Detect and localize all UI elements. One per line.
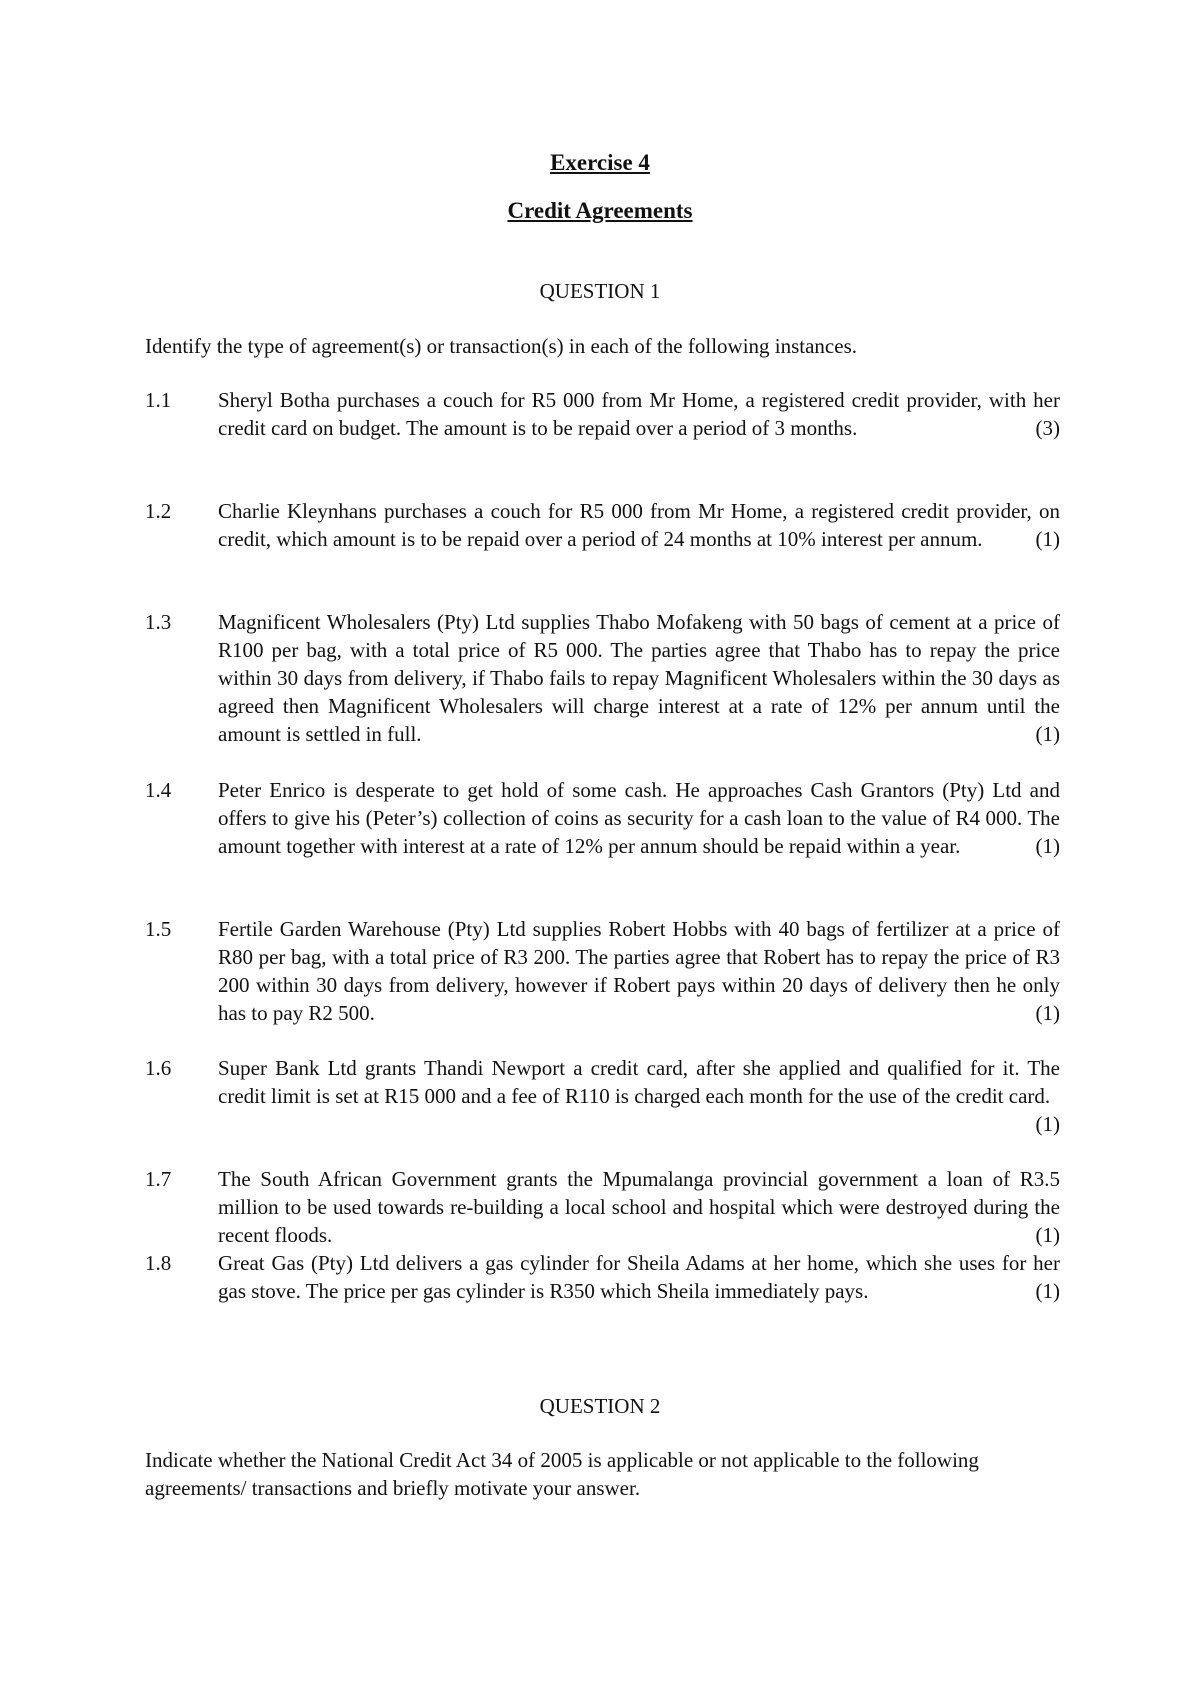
page-subtitle: Credit Agreements xyxy=(507,198,693,223)
item-mark: (1) xyxy=(1035,1223,1060,1247)
item-number: 1.1 xyxy=(145,388,172,412)
question-2-instruction: Indicate whether the National Credit Act 34 of 2005 is applicable or not applicable to the following agreements/ transactions and briefly motivate your answer. xyxy=(145,1448,979,1500)
item-text: The South African Government grants the Mpumalanga provincial government a loan of R3.5 million to be used towards re-building a local school and hospital which were destroyed during the recent floods. (1) xyxy=(218,1167,1060,1247)
item-number: 1.4 xyxy=(145,778,172,802)
question-1-instruction: Identify the type of agreement(s) or transaction(s) in each of the following instances. xyxy=(145,334,858,358)
item-text: Magnificent Wholesalers (Pty) Ltd supplies Thabo Mofakeng with 50 bags of cement at a price of R100 per bag, with a total price of R5 000. The parties agree that Thabo has to repay the price within 30 days from delivery, if Thabo fails to repay Magnificent Wholesalers within the 30 days as agreed then Magnificent Wholesalers will charge interest at a rate of 12% per annum until the amount is settled in full. (1) xyxy=(218,610,1060,746)
item-text: Peter Enrico is desperate to get hold of some cash. He approaches Cash Grantors (Pty) Ltd and offers to give his (Peter’s) collection of coins as security for a cash loan to the value of R4 000. The amount together with interest at a rate of 12% per annum should be repaid within a year. (1) xyxy=(218,778,1060,858)
item-text: Great Gas (Pty) Ltd delivers a gas cylinder for Sheila Adams at her home, which she uses for her gas stove. The price per gas cylinder is R350 which Sheila immediately pays. (1) xyxy=(218,1251,1060,1303)
item-text: Sheryl Botha purchases a couch for R5 000 from Mr Home, a registered credit provider, with her credit card on budget. The amount is to be repaid over a period of 3 months. (3) xyxy=(218,388,1060,440)
item-number: 1.8 xyxy=(145,1251,172,1275)
item-number: 1.6 xyxy=(145,1056,172,1080)
item-number: 1.7 xyxy=(145,1167,172,1191)
item-mark: (1) xyxy=(1035,1112,1060,1136)
question-1-heading: QUESTION 1 xyxy=(539,279,661,303)
item-mark: (3) xyxy=(1035,416,1060,440)
item-number: 1.5 xyxy=(145,917,172,941)
item-number: 1.3 xyxy=(145,610,172,634)
item-mark: (1) xyxy=(1035,1279,1060,1303)
item-number: 1.2 xyxy=(145,499,172,523)
item-mark: (1) xyxy=(1035,1001,1060,1025)
question-2-heading: QUESTION 2 xyxy=(539,1394,661,1418)
item-text: Charlie Kleynhans purchases a couch for R5 000 from Mr Home, a registered credit provider, on credit, which amount is to be repaid over a period of 24 months at 10% interest per annum. (1) xyxy=(218,499,1060,551)
item-mark: (1) xyxy=(1035,722,1060,746)
page-title: Exercise 4 xyxy=(550,150,650,175)
item-text: Super Bank Ltd grants Thandi Newport a credit card, after she applied and qualified for it. The credit limit is set at R15 000 and a fee of R110 is charged each month for the use of the credit card. (1) xyxy=(218,1056,1060,1136)
item-mark: (1) xyxy=(1035,527,1060,551)
item-text: Fertile Garden Warehouse (Pty) Ltd supplies Robert Hobbs with 40 bags of fertilizer at a price of R80 per bag, with a total price of R3 200. The parties agree that Robert has to repay the price of R3 200 within 30 days from delivery, however if Robert pays within 20 days of delivery then he only has to pay R2 500. (1) xyxy=(218,917,1060,1025)
item-mark: (1) xyxy=(1035,834,1060,858)
